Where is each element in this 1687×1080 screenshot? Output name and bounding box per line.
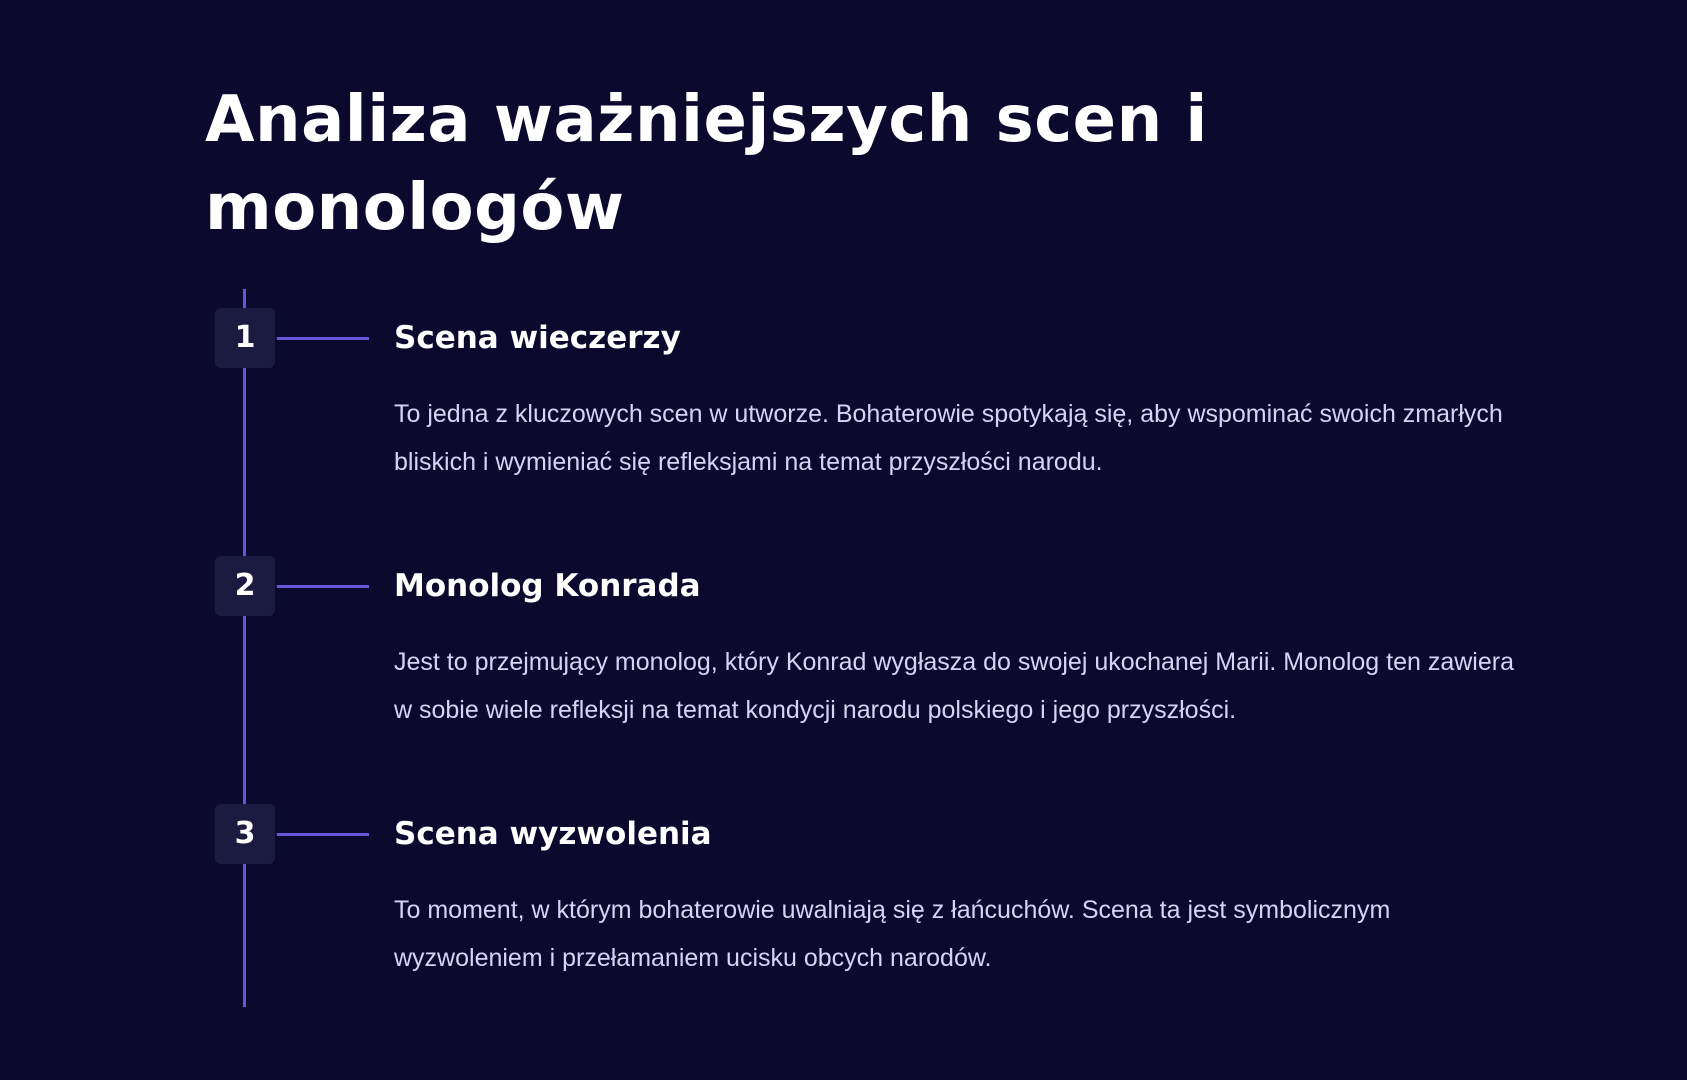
step-number-badge: 2: [215, 556, 275, 616]
step-description: Jest to przejmujący monolog, który Konrad wygłasza do swojej ukochanej Marii. Monolog ten zawiera w sobie wiele refleksji na temat kondycji narodu polskiego i jego przyszłości.: [394, 648, 1514, 724]
step-number-badge: 1: [215, 308, 275, 368]
step-title: Scena wieczerzy: [394, 320, 681, 356]
timeline-line: [243, 289, 246, 1007]
step-connector-line: [277, 833, 369, 836]
step-title: Scena wyzwolenia: [394, 816, 712, 852]
step-number-badge: 3: [215, 804, 275, 864]
step-connector-line: [277, 337, 369, 340]
step-title: Monolog Konrada: [394, 568, 701, 604]
step-description: To moment, w którym bohaterowie uwalniają się z łańcuchów. Scena ta jest symbolicznym wyzwoleniem i przełamaniem ucisku obcych narodów.: [394, 896, 1391, 972]
page-title: Analiza ważniejszych scen i monologów: [205, 83, 1208, 245]
step-description: To jedna z kluczowych scen w utworze. Bohaterowie spotykają się, aby wspominać swoich zmarłych bliskich i wymieniać się refleksjami na temat przyszłości narodu.: [394, 400, 1503, 476]
step-connector-line: [277, 585, 369, 588]
